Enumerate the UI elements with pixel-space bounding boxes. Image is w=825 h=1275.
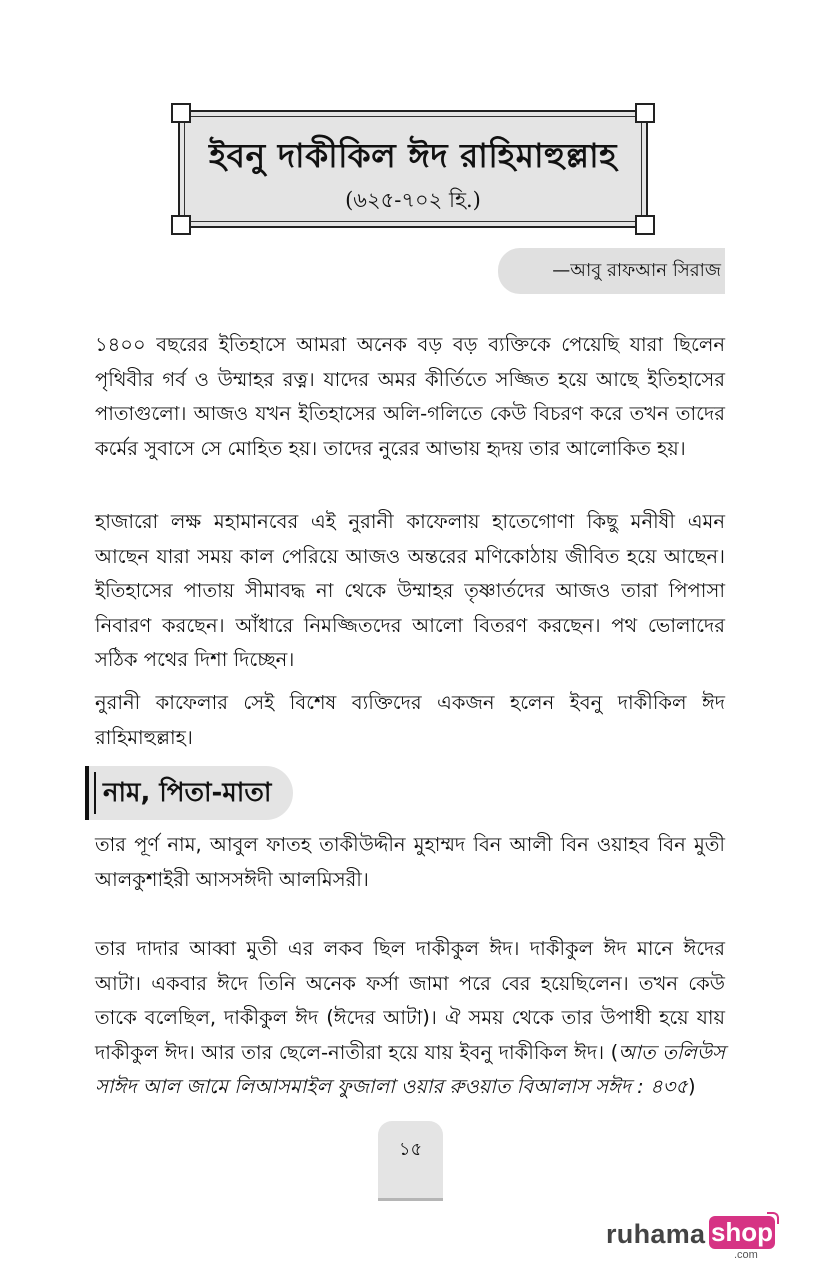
citation: আত তলিউস সাঈদ আল জামে লিআসমাইল ফুজালা ওয়ার রুওয়াত বিআলাস সঈদ : ৪৩৫ <box>95 1040 726 1098</box>
section-heading: নাম, পিতা-মাতা <box>85 766 293 820</box>
intro-paragraph-1 <box>95 328 725 466</box>
page-number: ১৫ <box>378 1121 443 1201</box>
author-byline: —আবু রাফআন সিরাজ <box>498 248 725 294</box>
paragraph-body: তার দাদার আব্বা মুতী এর লকব ছিল দাকীকুল ঈদ। দাকীকুল ঈদ মানে ঈদের আটা। একবার ঈদে তিনি অনেক ফর্সা জামা পরে বের হয়েছিলেন। তখন কেউ তাকে বলেছিল, দাকীকুল ঈদ (ঈদের আটা)। ঐ সময় থেকে তার উপাধী হয়ে যায় দাকীকুল ঈদ। আর তার ছেলে-নাতীরা হয়ে যায় ইবনু দাকীকিল ঈদ। <box>95 937 725 1064</box>
logo-wordmark: ruhama <box>606 1219 706 1249</box>
frame-corner-ornament <box>635 103 655 123</box>
paragraph-text: তার পূর্ণ নাম, আবুল ফাতহ তাকীউদ্দীন মুহাম্মদ বিন আলী বিন ওয়াহব বিন মুতী আলকুশাইরী আসসঈদী আলমিসরী। <box>95 833 725 891</box>
intro-paragraph-2 <box>95 505 725 678</box>
chapter-title: ইবনু দাকীকিল ঈদ রাহিমাহুল্লাহ <box>209 136 617 175</box>
chapter-title-box <box>178 110 648 228</box>
section-paragraph-1 <box>95 828 725 897</box>
logo-shop-badge: shop <box>710 1217 774 1247</box>
citation-open: ( <box>610 1040 619 1064</box>
paragraph-text: নুরানী কাফেলার সেই বিশেষ ব্যক্তিদের একজন হলেন ইবনু দাকীকিল ঈদ রাহিমাহুল্লাহ। <box>95 691 725 749</box>
paragraph-text: হাজারো লক্ষ মহামানবের এই নুরানী কাফেলায় হাতেগোণা কিছু মনীষী এমন আছেন যারা সময় কাল পেরিয়ে আজও অন্তরের মণিকোঠায় জীবিত হয়ে আছেন। ইতিহাসের পাতায় সীমাবদ্ধ না থেকে উম্মাহর তৃষ্ণার্তদের আজও তারা পিপাসা নিবারণ করছেন। আঁধারে নিমজ্জিতদের আলো বিতরণ করছেন। পথ ভোলাদের সঠিক পথের দিশা দিচ্ছেন। <box>95 510 725 671</box>
frame-corner-ornament <box>171 103 191 123</box>
section-paragraph-2 <box>95 932 725 1105</box>
intro-paragraph-3 <box>95 686 725 755</box>
publisher-logo <box>606 1215 778 1261</box>
citation-close: ) <box>687 1075 696 1098</box>
paragraph-text <box>95 932 725 1105</box>
chapter-years: (৬২৫-৭০২ হি.) <box>345 188 481 212</box>
paragraph-text: ১৪০০ বছরের ইতিহাসে আমরা অনেক বড় বড় ব্যক্তিকে পেয়েছি যারা ছিলেন পৃথিবীর গর্ব ও উম্মাহর রত্ন। যাদের অমর কীর্তিতে সজ্জিত হয়ে আছে ইতিহাসের পাতাগুলো। আজও যখন ইতিহাসের অলি-গলিতে কেউ বিচরণ করে তখন তাদের কর্মের সুবাসে সে মোহিত হয়। তাদের নুরের আভায় হৃদয় তার আলোকিত হয়। <box>95 333 725 460</box>
logo-domain: .com <box>734 1249 758 1261</box>
